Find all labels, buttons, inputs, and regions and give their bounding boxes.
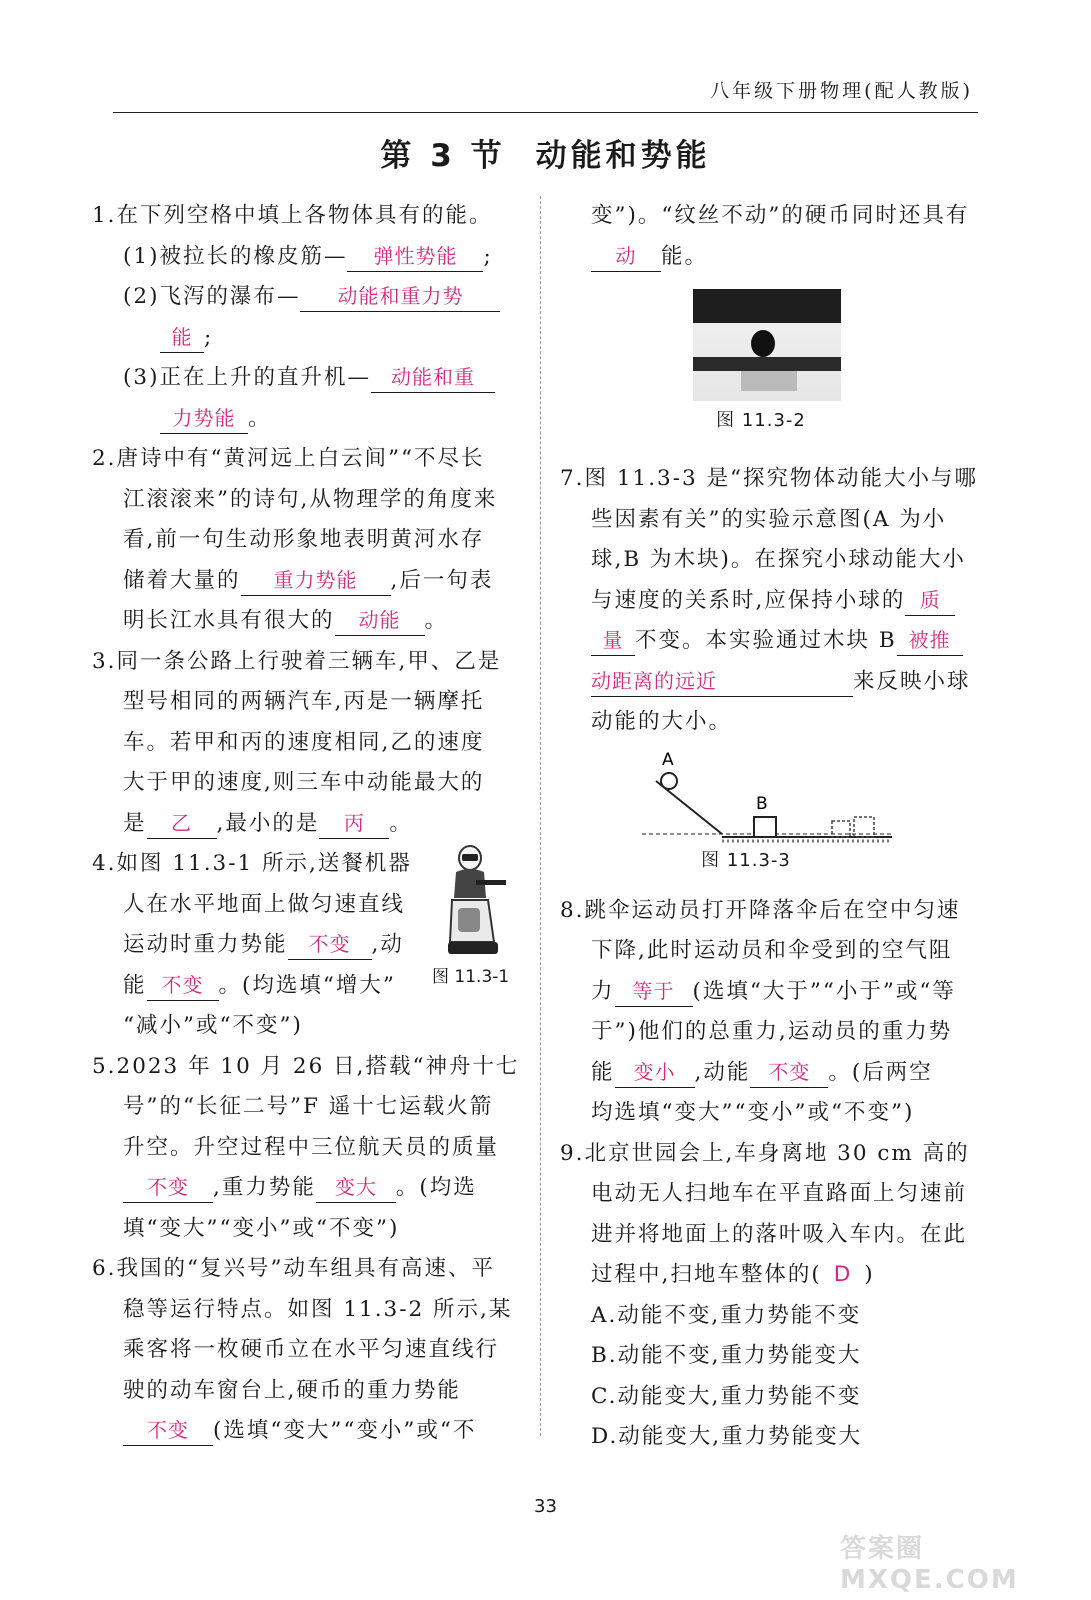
q7-line: 动能的大小。 (591, 709, 733, 734)
q4-line: “减小”或“不变”) (123, 1013, 303, 1038)
block-b (754, 817, 776, 837)
ramp-diagram (636, 751, 936, 871)
q2-blank-1[interactable]: 重力势能 (241, 565, 391, 596)
q2-line: 2.唐诗中有“黄河远上白云间”“不尽长 (92, 446, 485, 471)
q8-line: 8.跳伞运动员打开降落伞后在空中匀速 (560, 897, 961, 923)
q6-line: 稳等运行特点。如图 11.3-2 所示,某 (123, 1296, 513, 1322)
q7-line: 量 不变。本实验通过木块 B 被推 (560, 621, 980, 662)
q7-line: 些因素有关”的实验示意图(A 为小 (591, 506, 947, 532)
q7-blank-2[interactable]: 被推 (897, 625, 963, 656)
q5-line: 号”的“长征二号”F 遥十七运载火箭 (123, 1094, 494, 1119)
q4-blank-2[interactable]: 不变 (147, 970, 219, 1001)
header-rule (113, 112, 978, 113)
robot-figure (434, 842, 554, 972)
section-title (0, 130, 1091, 175)
q8-blank-1[interactable]: 等于 (615, 976, 693, 1007)
q8-line: 力 等于 (选填“大于”“小于”或“等 (560, 972, 980, 1013)
q6-blank-2[interactable]: 动 (591, 241, 661, 272)
q9-line: 过程中,扫地车整体的( D ) (591, 1262, 875, 1287)
robot-illustration (434, 842, 524, 962)
q8-line: 均选填“变大”“变小”或“不变”) (591, 1100, 915, 1125)
q7-line: 动距离的远近 来反映小球 (560, 662, 980, 703)
left-column (92, 196, 522, 1452)
q2-line: 江滚滚来”的诗句,从物理学的角度来 (123, 486, 498, 512)
q6-line: 动 能。 (560, 237, 980, 278)
q5-line: 5.2023 年 10 月 26 日,搭载“神舟十七 (92, 1053, 520, 1079)
q8-line: 能 变小 ,动能 不变 。(后两空 (560, 1053, 980, 1094)
q2-line: 储着大量的 重力势能 ,后一句表 (92, 561, 522, 602)
q4-blank-1[interactable]: 不变 (288, 929, 372, 960)
q6-blank-1[interactable]: 不变 (123, 1415, 213, 1446)
q3-line: 型号相同的两辆汽车,丙是一辆摩托 (123, 689, 485, 714)
q7-line: 7.图 11.3-3 是“探究物体动能大小与哪 (560, 466, 978, 491)
q5-blank-1[interactable]: 不变 (123, 1172, 213, 1203)
q9-option-d: D.动能变大,重力势能变大 (591, 1424, 863, 1449)
q4-line: 人在水平地面上做匀速直线 (123, 891, 406, 917)
q6-line: 驶的动车窗台上,硬币的重力势能 (123, 1377, 461, 1403)
q7-blank-2-cont[interactable]: 动距离的远近 (591, 666, 853, 697)
q9-line: 9.北京世园会上,车身离地 30 cm 高的 (560, 1140, 970, 1166)
label-b: B (756, 793, 768, 814)
book-header: 八年级下册物理(配人教版) (710, 80, 973, 102)
train-window-photo (693, 289, 841, 401)
q9-line: 电动无人扫地车在平直路面上匀速前 (591, 1181, 968, 1206)
q4-line: 4.如图 11.3-1 所示,送餐机器 (92, 851, 412, 876)
q9-option-a: A.动能不变,重力势能不变 (591, 1302, 862, 1328)
q3-line: 是 乙 ,最小的是 丙 。 (92, 804, 522, 845)
column-divider (540, 196, 541, 1436)
q7-line: 球,B 为木块)。在探究小球动能大小 (591, 547, 966, 572)
q6-line: 乘客将一枚硬币立在水平匀速直线行 (123, 1337, 500, 1362)
q1-stem: 1.在下列空格中填上各物体具有的能。 (92, 203, 493, 228)
q9-option-b: B.动能不变,重力势能变大 (591, 1343, 862, 1368)
q1-a-blank[interactable]: 弹性势能 (347, 241, 483, 272)
q1-c: (3)正在上升的直升机— 动能和重 (92, 358, 522, 399)
q8-line: 下降,此时运动员和伞受到的空气阻 (591, 938, 953, 963)
q7-blank-1[interactable]: 质 (905, 585, 955, 616)
section-name: 动能和势能 (535, 138, 711, 174)
q4-line: 能 不变 。(均选填“增大” (92, 966, 522, 1007)
q8-blank-3[interactable]: 不变 (750, 1057, 828, 1088)
q5-line: 升空。升空过程中三位航天员的质量 (123, 1134, 500, 1160)
q2-line: 明长江水具有很大的 动能 。 (92, 601, 522, 642)
q6-line: 6.我国的“复兴号”动车组具有高速、平 (92, 1256, 495, 1281)
q9-option-c: C.动能变大,重力势能不变 (591, 1383, 862, 1409)
ramp-illustration (636, 751, 936, 851)
q5-line: 不变 ,重力势能 变大 。(均选 (92, 1168, 522, 1209)
q1-b-cont: 能 ; (92, 318, 522, 359)
right-column (560, 196, 980, 1458)
fig-11-3-1-caption: 图 11.3-1 (432, 967, 510, 987)
fig-11-3-3-caption: 图 11.3-3 (701, 849, 791, 871)
page-number: 33 (534, 1496, 557, 1517)
q2-blank-2[interactable]: 动能 (335, 605, 425, 636)
q8-blank-2[interactable]: 变小 (615, 1057, 695, 1088)
q1-b: (2)飞泻的瀑布— 动能和重力势 (92, 277, 522, 318)
q1-a: (1)被拉长的橡皮筋— 弹性势能 ; (92, 237, 522, 278)
q3-blank-2[interactable]: 丙 (319, 808, 389, 839)
q8-line: 于”)他们的总重力,运动员的重力势 (591, 1019, 953, 1044)
q1-c-blank[interactable]: 动能和重 (371, 362, 495, 393)
label-a: A (662, 750, 674, 770)
q9-line: 进并将地面上的落叶吸入车内。在此 (591, 1221, 968, 1247)
watermark: 答案圈 MXQE.COM (840, 1534, 1019, 1595)
q6-line: 变”)。“纹丝不动”的硬币同时还具有 (591, 203, 970, 228)
q4-line: 运动时重力势能 不变 ,动 (92, 925, 522, 966)
q5-line: 填“变大”“变小”或“不变”) (123, 1215, 400, 1241)
coin-icon (751, 330, 775, 357)
q1-b-blank[interactable]: 动能和重力势 (300, 281, 500, 312)
q1-c-cont: 力势能 。 (92, 399, 522, 440)
q5-blank-2[interactable]: 变大 (316, 1172, 396, 1203)
q3-blank-1[interactable]: 乙 (147, 808, 217, 839)
q7-line: 与速度的关系时,应保持小球的 质 (560, 581, 980, 622)
q3-line: 车。若甲和丙的速度相同,乙的速度 (123, 729, 485, 755)
q3-line: 3.同一条公路上行驶着三辆车,甲、乙是 (92, 648, 502, 674)
q3-line: 大于甲的速度,则三车中动能最大的 (123, 770, 485, 795)
q7-blank-1-cont[interactable]: 量 (591, 625, 635, 656)
q1-b-blank-cont[interactable]: 能 (160, 322, 204, 353)
q1-c-blank-cont[interactable]: 力势能 (160, 403, 248, 434)
section-number: 第 3 节 (380, 138, 506, 174)
fig-11-3-2-caption: 图 11.3-2 (716, 410, 806, 431)
q9-answer[interactable]: D (833, 1262, 853, 1287)
q2-line: 看,前一句生动形象地表明黄河水存 (123, 527, 485, 552)
q6-line: 不变 (选填“变大”“变小”或“不 (92, 1411, 522, 1452)
